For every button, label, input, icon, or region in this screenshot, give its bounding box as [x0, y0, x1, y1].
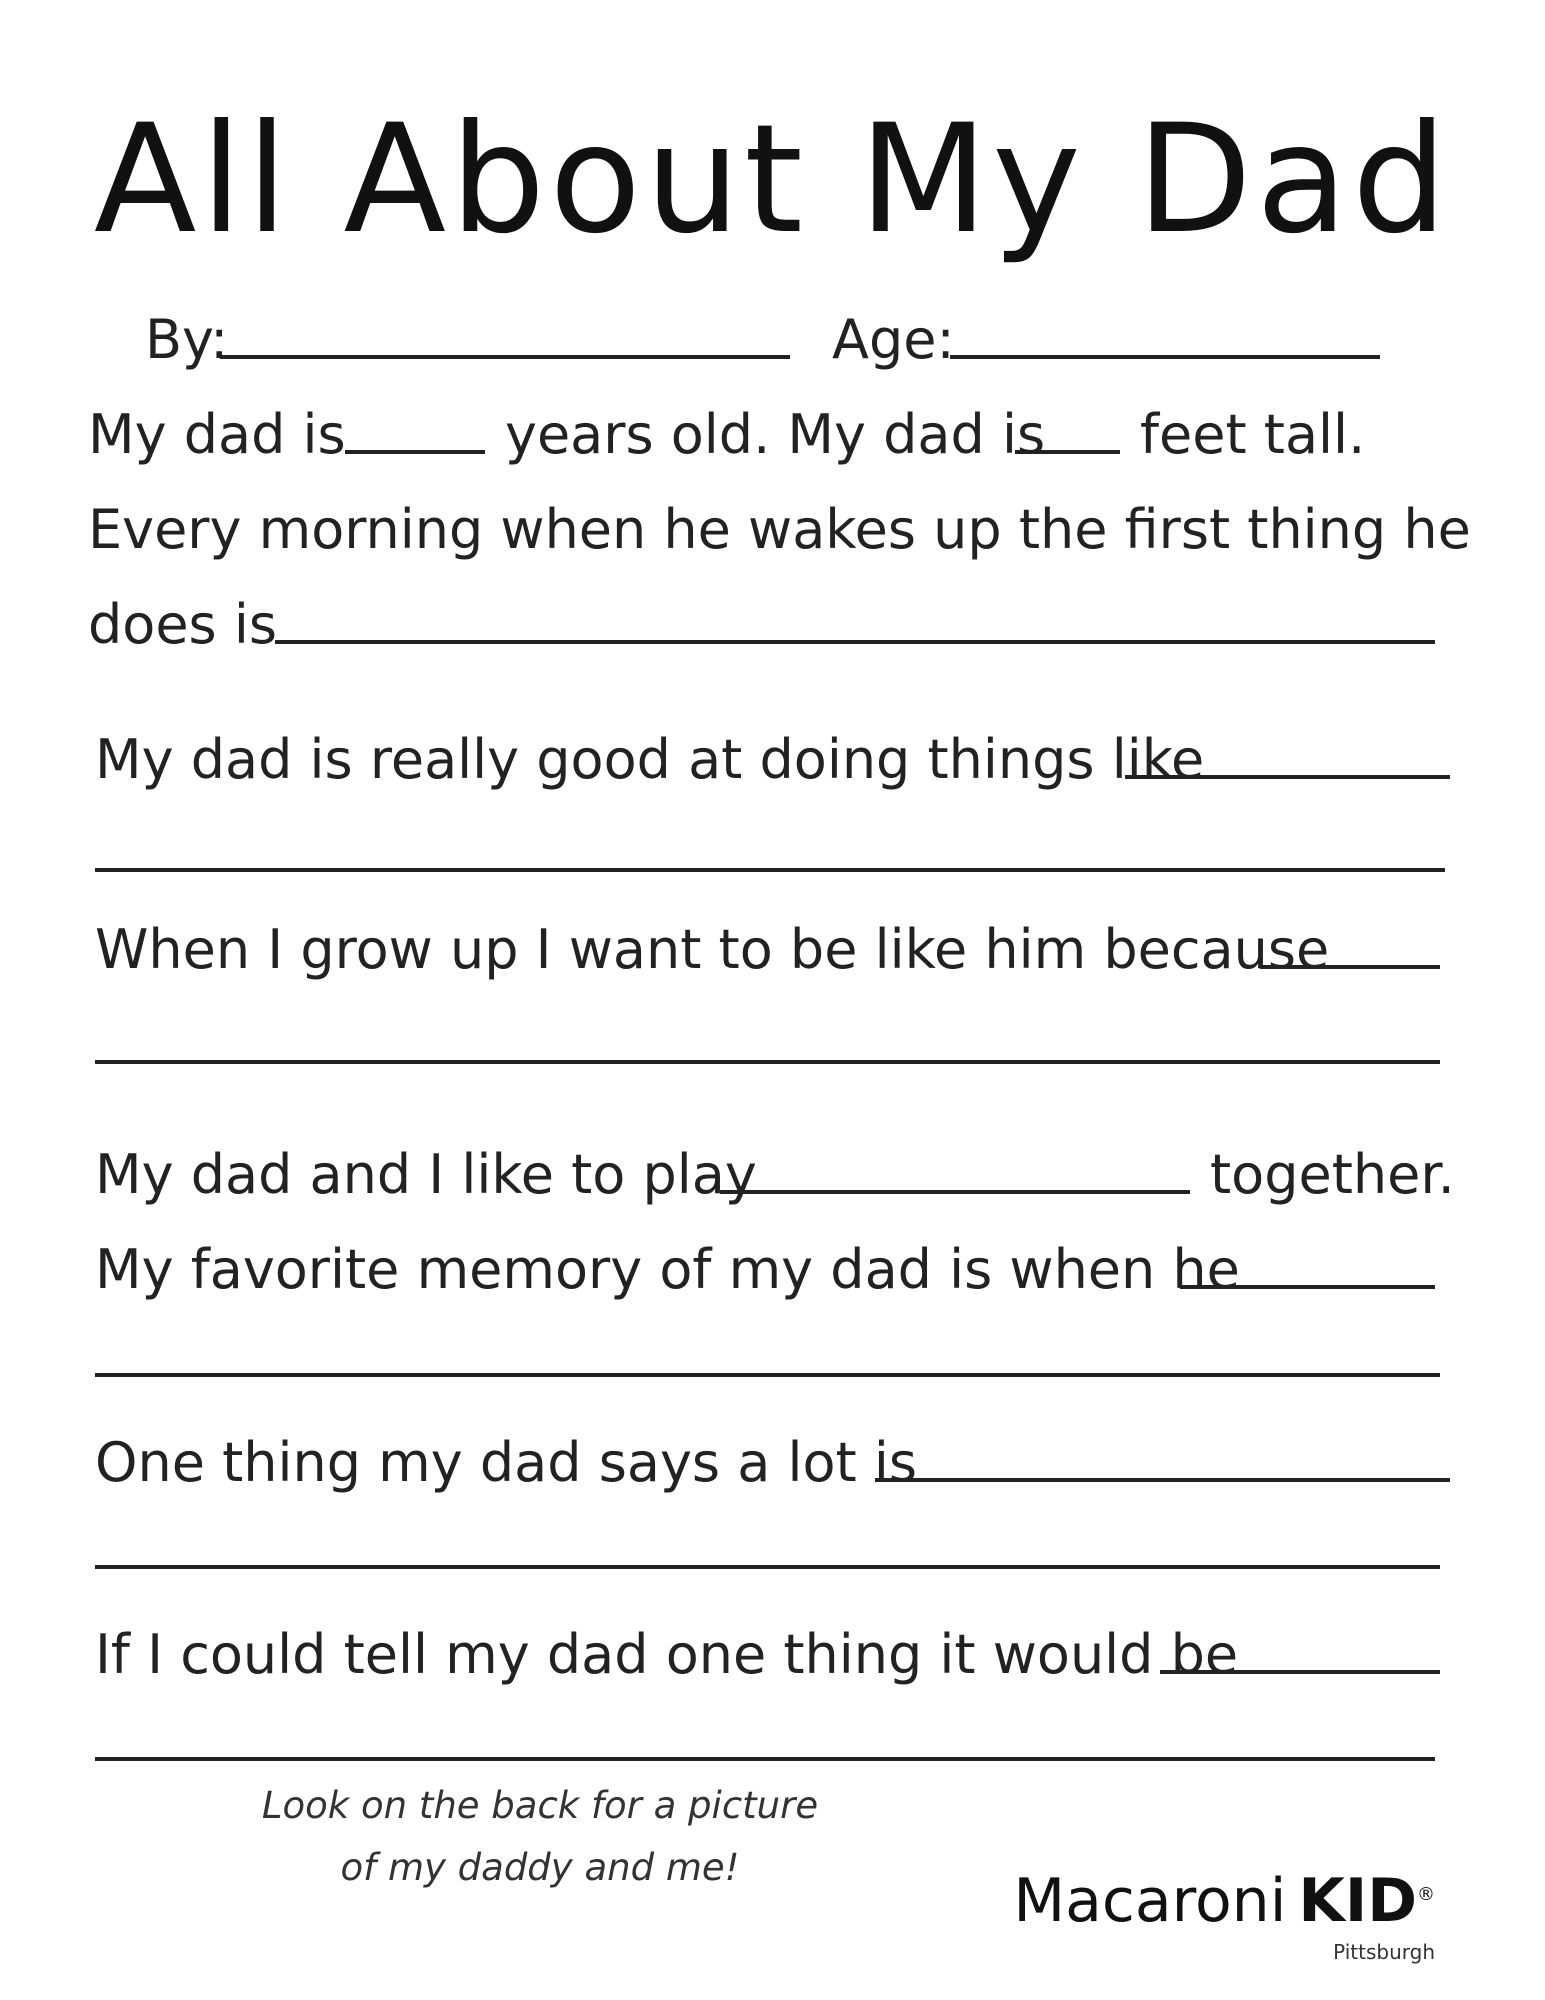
by-blank[interactable]: [220, 355, 790, 359]
prompt-morning: Every morning when he wakes up the first thing he: [88, 498, 1471, 561]
age-label: Age:: [832, 308, 955, 371]
age-height-row: [0, 400, 1545, 480]
tell-row: [0, 1620, 1545, 1700]
page-title: All About My Dad: [93, 93, 1452, 267]
grow-up-blank[interactable]: [1260, 965, 1440, 969]
tell-blank-line2[interactable]: [95, 1757, 1435, 1761]
name-age-row: [0, 305, 1545, 385]
age-blank[interactable]: [950, 355, 1380, 359]
play-row: [0, 1140, 1545, 1220]
footer-note: [190, 1775, 890, 1899]
says-blank-line2[interactable]: [95, 1565, 1440, 1569]
dad-height-blank[interactable]: [1015, 450, 1120, 454]
memory-blank[interactable]: [1180, 1285, 1435, 1289]
grow-up-row: [0, 915, 1545, 995]
prompt-together: together.: [1210, 1143, 1455, 1206]
does-is-blank[interactable]: [275, 640, 1435, 644]
does-is-row: [0, 590, 1545, 670]
tell-blank[interactable]: [1160, 1670, 1440, 1674]
brand-location: Pittsburgh: [1333, 1940, 1435, 1964]
play-blank[interactable]: [720, 1190, 1190, 1194]
by-label: By:: [145, 308, 229, 371]
prompt-memory: My favorite memory of my dad is when he: [95, 1238, 1240, 1301]
brand-logo: [1013, 1862, 1435, 1966]
brand-wordmark: [1013, 1862, 1435, 1934]
prompt-years-old: years old. My dad is: [505, 403, 1046, 466]
prompt-good-at: My dad is really good at doing things like: [95, 728, 1205, 791]
memory-row: [0, 1235, 1545, 1315]
morning-row: [0, 495, 1545, 575]
brand-name-part1: Macaroni: [1013, 1866, 1287, 1936]
memory-blank-line2[interactable]: [95, 1373, 1440, 1377]
brand-name-part2: KID: [1298, 1866, 1417, 1936]
prompt-grow-up: When I grow up I want to be like him because: [95, 918, 1330, 981]
registered-mark: ®: [1417, 1884, 1435, 1905]
says-row: [0, 1428, 1545, 1508]
prompt-says: One thing my dad says a lot is: [95, 1431, 917, 1494]
good-at-blank[interactable]: [1125, 775, 1450, 779]
prompt-feet-tall: feet tall.: [1140, 403, 1366, 466]
grow-up-blank-line2[interactable]: [95, 1060, 1440, 1064]
footer-note-line2: of my daddy and me!: [340, 1846, 740, 1889]
good-at-row: [0, 725, 1545, 805]
says-blank[interactable]: [875, 1478, 1450, 1482]
footer-note-line1: Look on the back for a picture: [261, 1784, 819, 1827]
prompt-play: My dad and I like to play: [95, 1143, 757, 1206]
dad-age-blank[interactable]: [345, 450, 485, 454]
good-at-blank-line2[interactable]: [95, 868, 1445, 872]
prompt-does-is: does is: [88, 593, 277, 656]
prompt-tell: If I could tell my dad one thing it would be: [95, 1623, 1239, 1686]
prompt-dad-is: My dad is: [88, 403, 346, 466]
